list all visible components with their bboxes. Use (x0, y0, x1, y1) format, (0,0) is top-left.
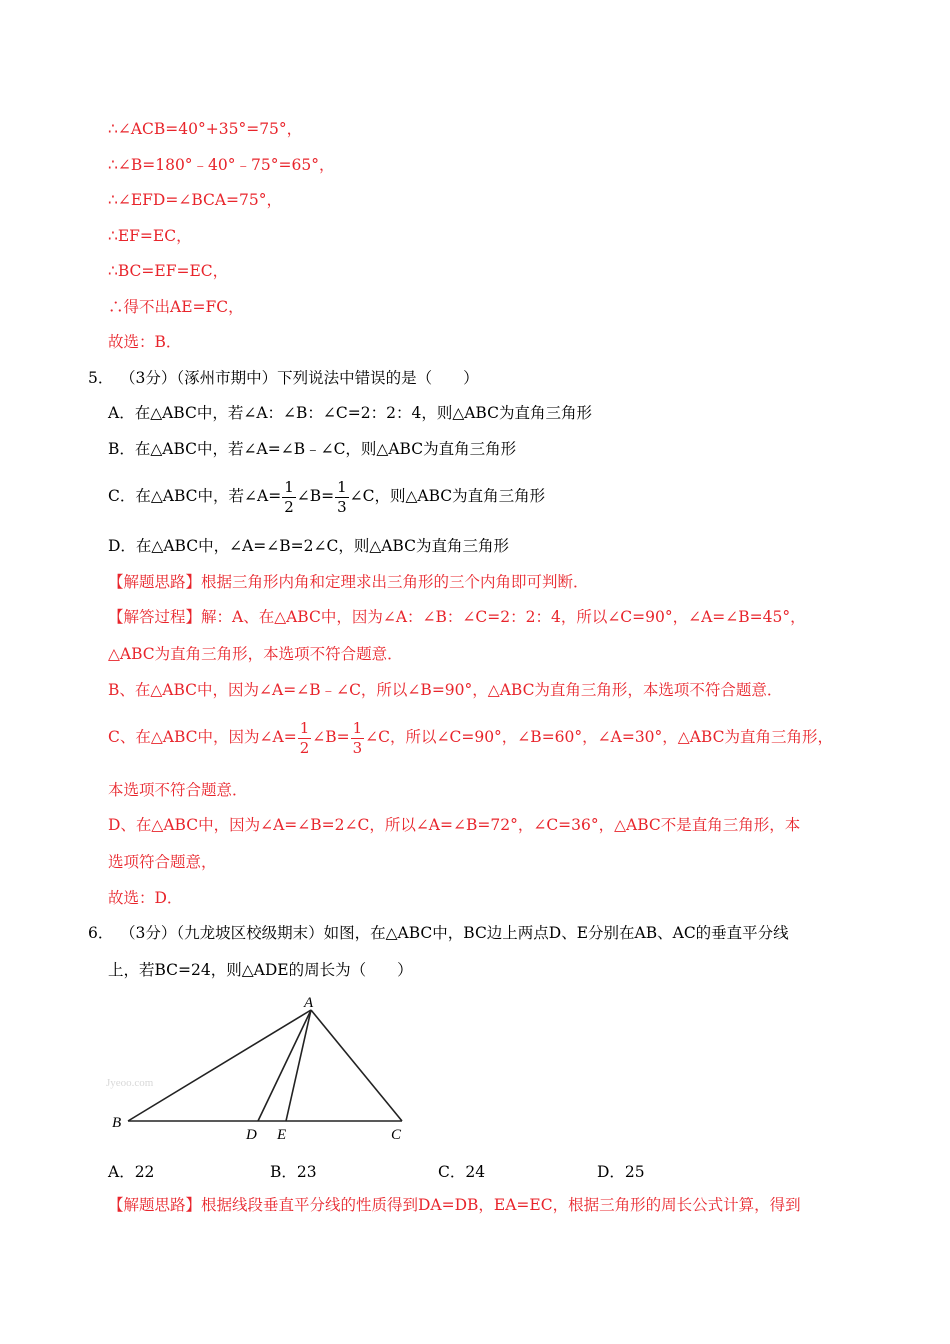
watermark: Jyeoo.com (106, 1077, 154, 1089)
q5-process-b: B、在△ABC中，因为∠A=∠B﹣∠C，所以∠B=90°，△ABC为直角三角形，本选项不符合题意． (108, 681, 783, 699)
q5-process-d1: D、在△ABC中，因为∠A=∠B=2∠C，所以∠A=∠B=72°，∠C=36°，△ABC不是直角三角形，本 (108, 816, 801, 834)
q5-option-c (108, 474, 545, 518)
step-answer: 故选：B． (108, 333, 182, 351)
fraction-third (351, 718, 365, 757)
q5-option-c-pre: C．在△ABC中，若∠A= (108, 487, 282, 505)
q6-solution-idea: 【解题思路】根据线段垂直平分线的性质得到DA=DB，EA=EC，根据三角形的周长公式计算，得到 (108, 1196, 801, 1214)
step-6: ∴得不出AE=FC， (108, 298, 244, 316)
step-5: ∴BC=EF=EC， (108, 262, 229, 280)
label-a: A (304, 995, 314, 1011)
q5-answer: 故选：D． (108, 889, 183, 907)
fraction-half (282, 477, 296, 516)
q6-option-a: A．22 (108, 1163, 155, 1181)
q5-process-c-post: ∠C，所以∠C=90°，∠B=60°，∠A=30°，△ABC为直角三角形， (365, 728, 833, 746)
label-d: D (246, 1127, 257, 1143)
q5-process-c2: 本选项不符合题意． (108, 781, 248, 799)
q5-option-c-post: ∠C，则△ABC为直角三角形 (349, 487, 546, 505)
q6-option-c: C．24 (438, 1163, 486, 1181)
q5-process-2: △ABC为直角三角形，本选项不符合题意． (108, 645, 403, 663)
fraction-denominator: 3 (337, 497, 347, 516)
fraction-numerator: 1 (284, 477, 294, 496)
q6-stem-1: （3分）（九龙坡区校级期末）如图，在△ABC中，BC边上两点D、E分别在AB、AC的垂直平分线 (120, 924, 789, 942)
fraction-half (298, 718, 312, 757)
q6-number: 6． (88, 924, 114, 942)
label-c: C (391, 1127, 402, 1143)
step-2: ∴∠B=180°﹣40°﹣75°=65°， (108, 156, 335, 174)
fraction-numerator: 1 (299, 718, 310, 737)
q5-process-c-mid: ∠B= (312, 728, 350, 746)
label-b: B (112, 1115, 122, 1131)
q5-number: 5． (88, 369, 114, 387)
fraction-denominator: 3 (352, 738, 363, 757)
fraction-numerator: 1 (352, 718, 363, 737)
q5-solution-idea: 【解题思路】根据三角形内角和定理求出三角形的三个内角即可判断． (108, 573, 589, 591)
q5-process-c-pre: C、在△ABC中，因为∠A= (108, 728, 297, 746)
triangle-figure (100, 990, 430, 1150)
fraction-third (335, 477, 349, 516)
q5-option-d: D．在△ABC中，∠A=∠B=2∠C，则△ABC为直角三角形 (108, 537, 509, 555)
segment-ab (128, 1010, 311, 1121)
q6-option-b: B．23 (270, 1163, 317, 1181)
segment-ae (286, 1010, 311, 1121)
q6-stem-2: 上，若BC=24，则△ADE的周长为（ ） (108, 961, 413, 979)
step-1: ∴∠ACB=40°+35°=75°， (108, 120, 303, 138)
fraction-numerator: 1 (337, 477, 347, 496)
q5-stem: （3分）（涿州市期中）下列说法中错误的是（ ） (120, 369, 479, 387)
fraction-denominator: 2 (284, 497, 294, 516)
q5-process-1: 【解答过程】解：A、在△ABC中，因为∠A：∠B：∠C=2：2：4，所以∠C=90°，∠A=∠B=45°， (108, 608, 806, 626)
label-e: E (277, 1127, 287, 1143)
step-4: ∴EF=EC， (108, 227, 192, 245)
fraction-denominator: 2 (299, 738, 310, 757)
q5-option-b: B．在△ABC中，若∠A=∠B﹣∠C，则△ABC为直角三角形 (108, 440, 517, 458)
q5-process-c (108, 715, 833, 759)
q5-process-d2: 选项符合题意， (108, 853, 217, 871)
q6-option-d: D．25 (597, 1163, 645, 1181)
step-3: ∴∠EFD=∠BCA=75°， (108, 191, 283, 209)
q5-option-a: A．在△ABC中，若∠A：∠B：∠C=2：2：4，则△ABC为直角三角形 (108, 404, 592, 422)
q5-option-c-mid: ∠B= (296, 487, 335, 505)
segment-ac (311, 1010, 402, 1121)
